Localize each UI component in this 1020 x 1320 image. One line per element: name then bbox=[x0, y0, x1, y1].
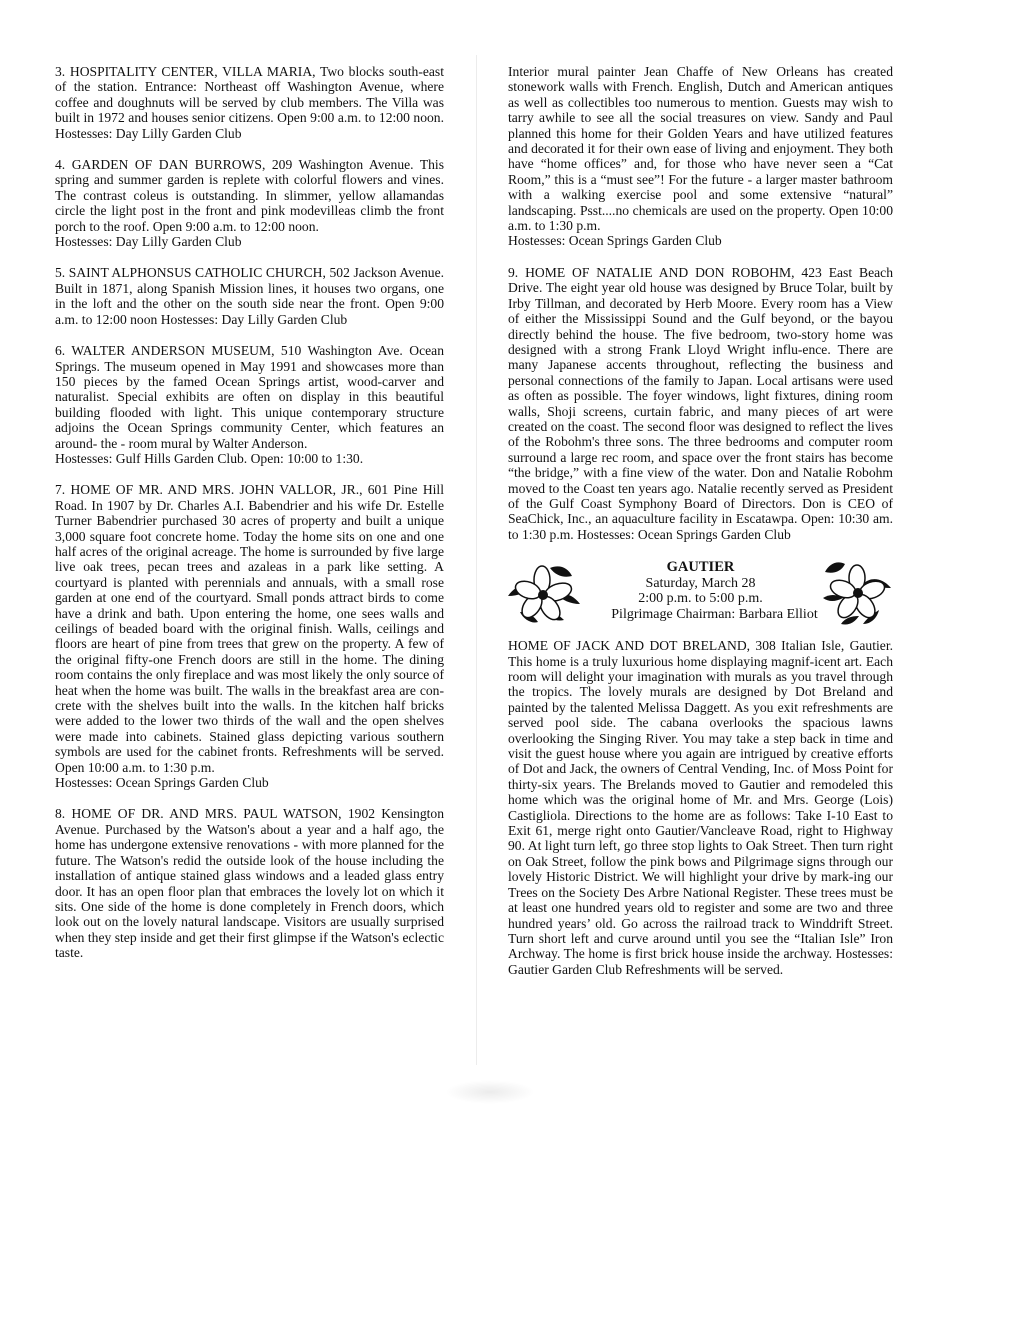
event-date: Saturday, March 28 bbox=[645, 575, 756, 591]
right-column bbox=[508, 64, 893, 993]
event-chairman: Pilgrimage Chairman: Barbara Elliot bbox=[611, 606, 818, 622]
entry-hostesses: Hostesses: Day Lilly Garden Club bbox=[55, 234, 242, 250]
event-time: 2:00 p.m. to 5:00 p.m. bbox=[638, 591, 763, 607]
entry-walter-anderson-museum bbox=[55, 343, 444, 466]
entry-watson-home-continued bbox=[508, 64, 893, 249]
entry-hostesses: Hostesses: Ocean Springs Garden Club bbox=[508, 233, 722, 249]
entry-text: Interior mural painter Jean Chaffe of New Orleans has created stonework walls with French. English, Dutch and American antiques as well as collectibles too numerous to mention. Guests may wish to tarry awhile to see all the social treasures on view. Sandy and Paul planned this home for their Golden Years and have utilized features and decorated it for their own ease of living and enjoyment. They both have “home offices” and, for those who have never seen a “Cat Room,” this is a “must see”! For the future - a larger master bathroom with a walking exercise pool and some extensive “natural” landscaping. Psst....no chemicals are used on the property. Open 10:00 a.m. to 1:30 p.m. bbox=[508, 64, 893, 234]
entry-text: 7. HOME OF MR. AND MRS. JOHN VALLOR, JR., 601 Pine Hill Road. In 1907 by Dr. Charles A.I. Babendrier and his wife Dr. Estelle Turner Babendrier purchased 30 acres of property and built a unique 3,000 square foot concrete home. Today the home sits on one and one half acres of the original acreage. The home is surrounded by five large live oak trees, pecan trees and azaleas in a park like setting. A courtyard is planted with perennials and annuals, with a small rose garden at one end of the courtyard. Small ponds attract birds to come have a drink and bath. Upon entering the home, one sees walls and ceilings of beaded board with the original finish. Walls, ceilings and floors are heart of pine from trees that grew on the property. A few of the original fifty-one French doors are still in the home. The dining room contains the only fireplace and was most likely the only source of heat when the home was built. The walls in the breakfast area are con-crete with the shelves built into the walls. In the kitchen half bricks were added to the lower two thirds of the wall and the open shelves were made into cabinets. Stained glass depicting various southern symbols are used for the cabinet fronts. Refreshments will be served. Open 10:00 a.m. to 1:30 p.m. bbox=[55, 482, 444, 775]
entry-watson-home bbox=[55, 806, 444, 960]
scan-smudge bbox=[445, 1080, 535, 1104]
magnolia-flower-icon bbox=[502, 558, 584, 628]
magnolia-flower-icon bbox=[815, 558, 897, 628]
entry-text: 8. HOME OF DR. AND MRS. PAUL WATSON, 1902 Kensington Avenue. Purchased by the Watson's about a year and a half ago, the home has undergone extensive renovations - with more planned for the future. The Watson's redid the outside look of the house including the installation of antique stained glass windows and a leaded glass entry door. It has an open floor plan that embraces the lovely lot on which it sits. One side of the home is done completely in French doors, which look out on the lovely natural landscape. Visitors are usually surprised when they step inside and get their first glimpse if the Watson's eclectic taste. bbox=[55, 806, 444, 961]
entry-breland-home bbox=[508, 638, 893, 977]
entry-hostesses: Hostesses: Gulf Hills Garden Club. Open: 10:00 to 1:30. bbox=[55, 450, 364, 466]
entry-text: HOME OF JACK AND DOT BRELAND, 308 Italian Isle, Gautier. This home is a truly luxurious home displaying magnif-icent art. Each room will delight your imagination with murals as you travel through the tropics. The lovely murals are designed by Dot Breland and painted by the talented Melissa Daggett. As you exit refreshments are served pool side. The cabana overlooks the spacious lawns overlooking the Singing River. You may take a step back in time and visit the guest house where you again are intrigued by creative efforts of Dot and Jack, the owners of Central Vending, Inc. of Moss Point for thirty-six years. The Brelands moved to Gautier and remodeled this home which was the original home of Mr. and Mrs. George (Lois) Castigliola. Directions to the home are as follows: Take I-10 East to Exit 61, merge right onto Gautier/Vancleave Road, right to Highway 90. At light turn left, go three stop lights to Oak Street. Then turn right on Oak Street, follow the pink bows and Pilgrimage signs through our lovely Historic District. We will highlight your drive by mark-ing our Trees on the Society Des Arbre National Register. These trees must be at least one hundred years old to register and some are two and three hundred years’ old. Go across the railroad track to Winddrift Street. Turn short left and curve around until you see the “Italian Isle” Iron Archway. The home is first brick house inside the archway. Hostesses: Gautier Garden Club Refreshments will be served. bbox=[508, 638, 893, 977]
entry-text: 3. HOSPITALITY CENTER, VILLA MARIA, Two blocks south-east of the station. Entrance: Northeast off Washington Avenue, where coffee and doughnuts will be served by club members. The Villa was built in 1972 and houses senior citizens. Open 9:00 a.m. to 12:00 noon. Hostesses: Day Lilly Garden Club bbox=[55, 64, 444, 141]
entry-robohm-home bbox=[508, 265, 893, 542]
entry-text: 9. HOME OF NATALIE AND DON ROBOHM, 423 East Beach Drive. The eight year old house was designed by Bruce Tolar, built by Irby Tillman, and decorated by Herb Moore. Every room has a View of either the Mississippi Sound and the Gulf beyond, or the bayou directly behind the house. The five bedroom, two-story home was designed with a strong Frank Lloyd Wright influ-ence. There are many Japanese accents throughout, reflecting the business and personal connections of the family to Japan. Local artisans were used as often as possible. The foyer windows, light fixtures, dining room walls, Shoji screens, curtain fabric, and many pieces of art were created on the coast. The second floor was designed to reflect the lives of the Robohm's three sons. The three bedrooms and computer room surround a large rec room, and space over the front stairs has become “the bridge,” with a fine view of the water. Don and Natalie Robohm moved to the Coast ten years ago. Natalie recently served as President of the Gulf Coast Symphony Board of Directors. Don is CEO of SeaChick, Inc., an aquaculture facility in Escatawpa. Open: 10:30 am. to 1:30 p.m. Hostesses: Ocean Springs Garden Club bbox=[508, 264, 893, 542]
event-title: GAUTIER bbox=[666, 559, 735, 576]
entry-saint-alphonsus bbox=[55, 265, 444, 327]
gautier-event-header bbox=[508, 558, 893, 630]
entry-text: 5. SAINT ALPHONSUS CATHOLIC CHURCH, 502 Jackson Avenue. Built in 1871, along Spanish Mission lines, it houses two organs, one in the loft and the other on the south side near the front. Open 9:00 a.m. to 12:00 noon Hostesses: Day Lilly Garden Club bbox=[55, 265, 444, 327]
left-column bbox=[55, 64, 444, 977]
entry-vallor-home bbox=[55, 482, 444, 790]
column-divider bbox=[476, 55, 477, 1065]
entry-text: 6. WALTER ANDERSON MUSEUM, 510 Washington Ave. Ocean Springs. The museum opened in May 1991 and showcases more than 150 pieces by the famed Ocean Springs artist, wood-carver and naturalist. Special exhibits are often on display in this beautiful building flooded with light. This unique contemporary structure adjoins the Ocean Springs community Center, which features an around- the - room mural by Walter Anderson. bbox=[55, 343, 444, 451]
entry-garden-dan-burrows bbox=[55, 157, 444, 249]
entry-text: 4. GARDEN OF DAN BURROWS, 209 Washington Avenue. This spring and summer garden is replete with colorful flowers and vines. The contrast coleus is outstanding. In slimmer, yellow allamandas circle the light post in the front and pink modevilleas climb the front porch to the roof. Open 9:00 a.m. to 12:00 noon. bbox=[55, 157, 444, 234]
entry-hostesses: Hostesses: Ocean Springs Garden Club bbox=[55, 775, 269, 791]
entry-hospitality-center bbox=[55, 64, 444, 141]
